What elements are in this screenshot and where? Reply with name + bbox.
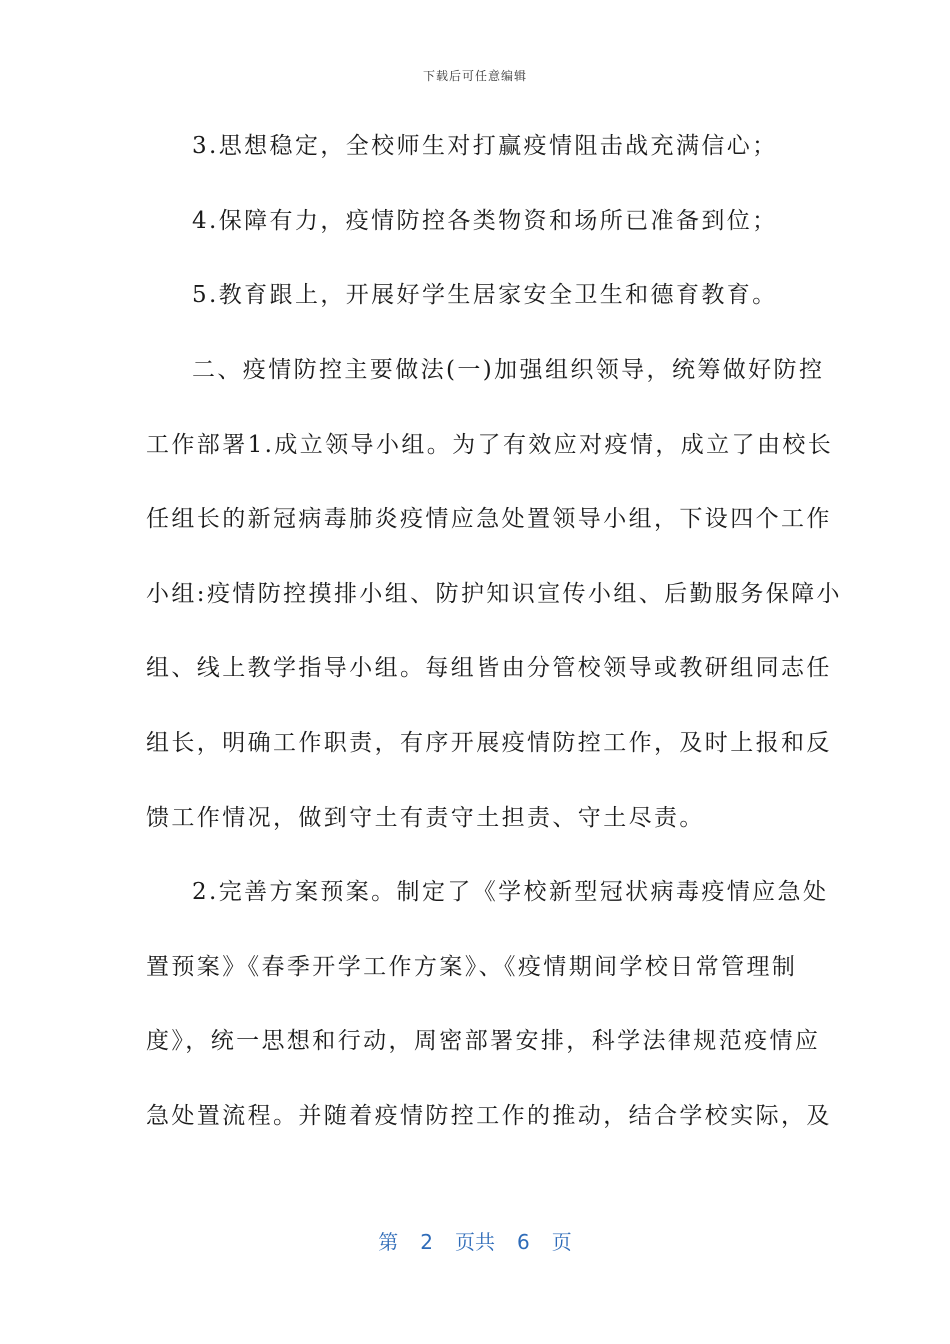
footer-label-prefix: 第 bbox=[378, 1230, 399, 1254]
text-line-12: 置预案》《春季开学工作方案》、《疫情期间学校日常管理制 bbox=[146, 954, 798, 980]
text-line-1: 3.思想稳定，全校师生对打赢疫情阻击战充满信心； bbox=[192, 133, 778, 159]
header-note: 下载后可任意编辑 bbox=[422, 69, 527, 83]
text-line-13: 度》，统一思想和行动，周密部署安排，科学法律规范疫情应 bbox=[146, 1028, 821, 1054]
text-line-6: 任组长的新冠病毒肺炎疫情应急处置领导小组，下设四个工作 bbox=[146, 506, 832, 532]
text-line-14: 急处置流程。并随着疫情防控工作的推动，结合学校实际，及 bbox=[146, 1103, 832, 1129]
text-line-5: 工作部署1.成立领导小组。为了有效应对疫情，成立了由校长 bbox=[146, 432, 834, 458]
text-line-2: 4.保障有力，疫情防控各类物资和场所已准备到位； bbox=[192, 208, 778, 234]
page-footer bbox=[0, 1226, 950, 1255]
footer-current-page: 2 bbox=[420, 1230, 433, 1254]
footer-label-suffix: 页 bbox=[551, 1230, 572, 1254]
footer-total-pages: 6 bbox=[517, 1230, 530, 1254]
text-line-7: 小组:疫情防控摸排小组、防护知识宣传小组、后勤服务保障小 bbox=[146, 581, 842, 607]
text-line-9: 组长，明确工作职责，有序开展疫情防控工作，及时上报和反 bbox=[146, 730, 832, 756]
text-line-4: 二、疫情防控主要做法(一)加强组织领导，统筹做好防控 bbox=[192, 357, 825, 383]
text-line-11: 2.完善方案预案。制定了《学校新型冠状病毒疫情应急处 bbox=[192, 879, 829, 905]
footer-label-mid: 页共 bbox=[455, 1230, 495, 1254]
text-line-10: 馈工作情况，做到守土有责守土担责、守土尽责。 bbox=[146, 805, 705, 831]
text-line-8: 组、线上教学指导小组。每组皆由分管校领导或教研组同志任 bbox=[146, 655, 832, 681]
text-line-3: 5.教育跟上，开展好学生居家安全卫生和德育教育。 bbox=[192, 282, 778, 308]
